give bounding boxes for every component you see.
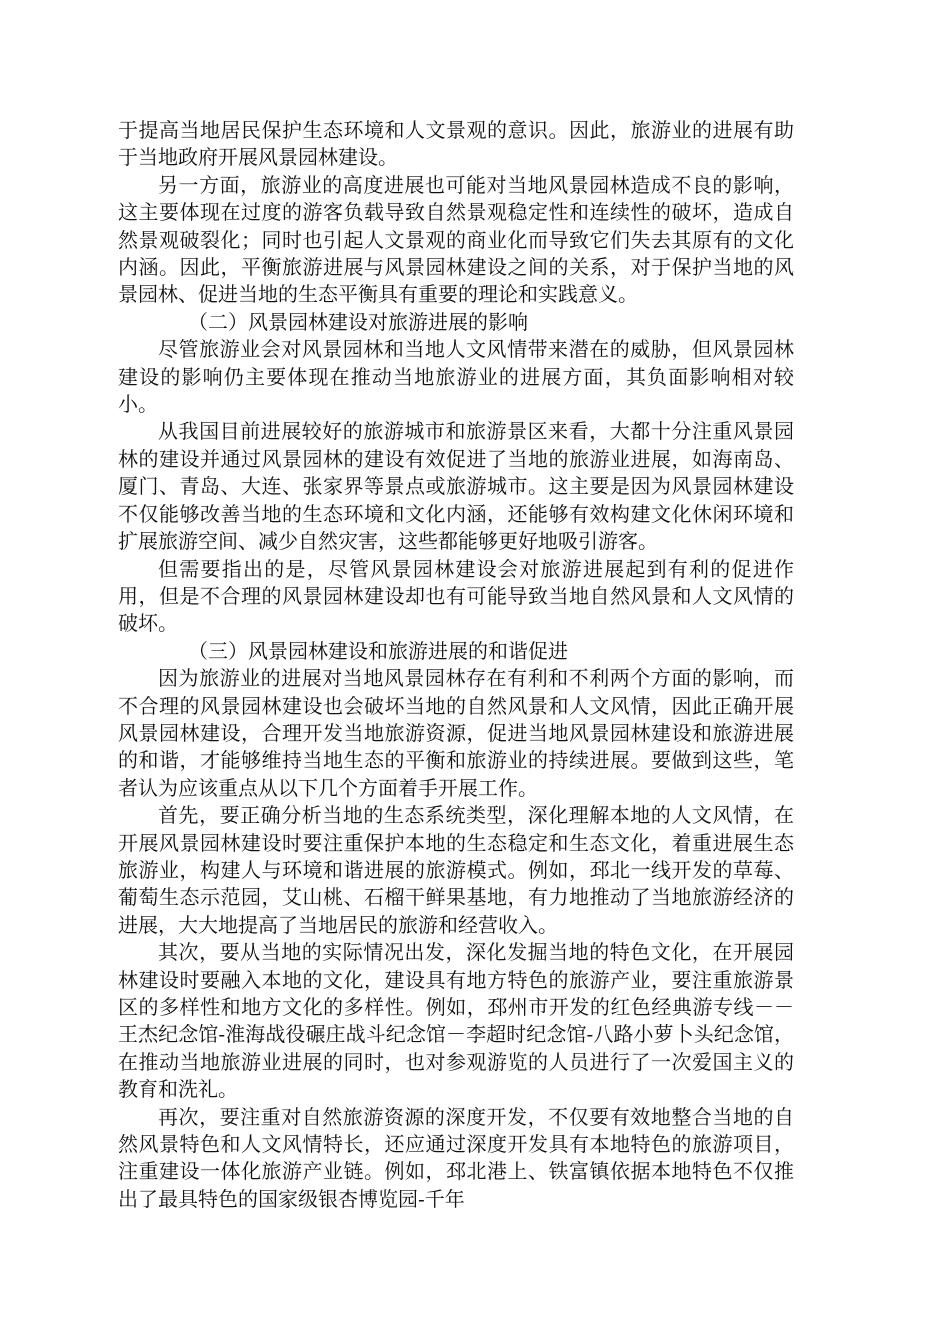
paragraph: 尽管旅游业会对风景园林和当地人文风情带来潜在的威胁，但风景园林建设的影响仍主要体现在推动当地旅游业的进展方面，其负面影响相对较小。 — [118, 337, 794, 417]
paragraph: 再次，要注重对自然旅游资源的深度开发，不仅要有效地整合当地的自然风景特色和人文风情特长，还应通过深度开发具有本地特色的旅游项目，注重建设一体化旅游产业链。例如，邳北港上、铁富镇依据本地特色不仅推出了最具特色的国家级银杏博览园-千年 — [118, 1104, 794, 1211]
section-heading-2: （二）风景园林建设对旅游进展的影响 — [188, 309, 528, 334]
section-heading-3: （三）风景园林建设和旅游进展的和谐促进 — [188, 638, 568, 663]
paragraph: 但需要指出的是，尽管风景园林建设会对旅游进展起到有利的促进作用，但是不合理的风景园林建设却也有可能导致当地自然风景和人文风情的破坏。 — [118, 556, 794, 636]
paragraph: 首先，要正确分析当地的生态系统类型，深化理解本地的人文风情，在开展风景园林建设时要注重保护本地的生态稳定和生态文化，着重进展生态旅游业，构建人与环境和谐进展的旅游模式。例如，邳北一线开发的草莓、葡萄生态示范园，艾山桃、石榴干鲜果基地，有力地推动了当地旅游经济的进展，大大地提高了当地居民的旅游和经营收入。 — [118, 803, 794, 937]
paragraph: 因为旅游业的进展对当地风景园林存在有利和不利两个方面的影响，而不合理的风景园林建设也会破坏当地的自然风景和人文风情，因此正确开展风景园林建设，合理开发当地旅游资源，促进当地风景园林建设和旅游进展的和谐，才能够维持当地生态的平衡和旅游业的持续进展。要做到这些，笔者认为应该重点从以下几个方面着手开展工作。 — [118, 666, 794, 800]
paragraph: 从我国目前进展较好的旅游城市和旅游景区来看，大都十分注重风景园林的建设并通过风景园林的建设有效促进了当地的旅游业进展，如海南岛、厦门、青岛、大连、张家界等景点或旅游城市。这主要是因为风景园林建设不仅能够改善当地的生态环境和文化内涵，还能够有效构建文化休闲环境和扩展旅游空间、减少自然灾害，这些都能够更好地吸引游客。 — [118, 419, 794, 554]
paragraph-continued: 于提高当地居民保护生态环境和人文景观的意识。因此，旅游业的进展有助于当地政府开展风景园林建设。 — [118, 118, 794, 170]
body-text — [118, 117, 794, 1213]
paragraph: 其次，要从当地的实际情况出发，深化发掘当地的特色文化，在开展园林建设时要融入本地的文化，建设具有地方特色的旅游产业，要注重旅游景区的多样性和地方文化的多样性。例如，邳州市开发的红色经典游专线－－王杰纪念馆-淮海战役碾庄战斗纪念馆－李超时纪念馆-八路小萝卜头纪念馆，在推动当地旅游业进展的同时，也对参观游览的人员进行了一次爱国主义的教育和洗礼。 — [118, 940, 794, 1102]
paragraph: 另一方面，旅游业的高度进展也可能对当地风景园林造成不良的影响，这主要体现在过度的游客负载导致自然景观稳定性和连续性的破坏，造成自然景观破裂化；同时也引起人文景观的商业化而导致它们失去其原有的文化内涵。因此，平衡旅游进展与风景园林建设之间的关系，对于保护当地的风景园林、促进当地的生态平衡具有重要的理论和实践意义。 — [118, 172, 794, 307]
